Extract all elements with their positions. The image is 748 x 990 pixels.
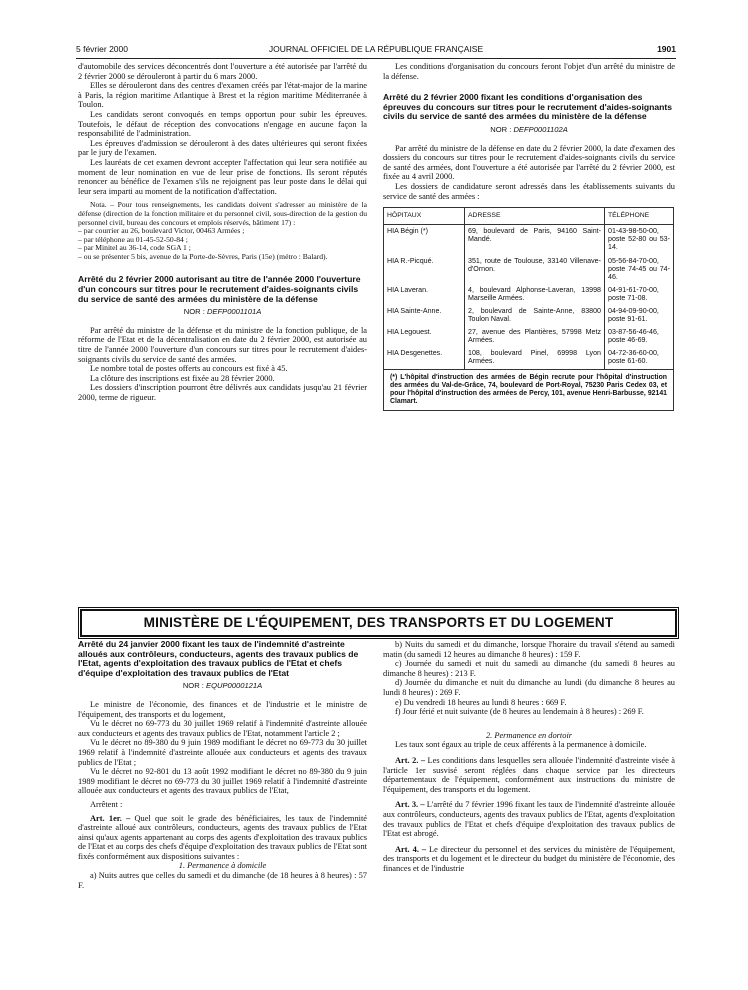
arrete-title: Arrêté du 2 février 2000 autorisant au titre de l'année 2000 l'ouverture d'un concours sur titres pour le recrutement d'aides-soignants civils du service de santé des armées du ministère de la défense [78,274,361,304]
list-item: – par téléphone au 01-45-52-50-84 ; [78,234,188,244]
list-item: – par courrier au 26, boulevard Victor, 00463 Armées ; [78,226,245,236]
arretent-line: Arrêtent : [90,799,123,809]
paragraph: a) Nuits autres que celles du samedi et du dimanche (de 18 heures à 8 heures) : 57 F. [78,871,367,890]
paragraph: Vu le décret no 92-801 du 13 août 1992 modifiant le décret no 89-380 du 9 juin 1989 modifiant le décret no 69-773 du 30 juillet 1969 relatif à l'indemnité d'astreinte allouée aux conducteurs et agents des travaux publics de l'Etat, [78,767,367,796]
article-1: Art. 1er. – Quel que soit le grade des bénéficiaires, les taux de l'indemnité d'astreinte alloué aux contrôleurs, conducteurs, agents des travaux publics de l'Etat ainsi qu'aux agents appartenant au corps des agents d'exploitation des travaux publics de l'Etat et au corps des chefs d'équipe d'exploitation des travaux publics de l'Etat sont fixés conformément aux dispositions suivantes : [78,813,368,861]
hospital-phone: 04-94-09-90-00, poste 91-61. [605,305,674,326]
page-header [76,44,676,58]
paragraph: Les conditions d'organisation du concours feront l'objet d'un arrêté du ministre de la défense. [383,62,675,81]
table-footnote-row [384,369,674,410]
paragraph: Le nombre total de postes offerts au concours est fixé à 45. [90,364,288,374]
paragraph: f) Jour férié et nuit suivante (de 8 heures au lendemain à 8 heures) : 269 F. [395,707,644,717]
hospital-phone: 05-56-84-70-00, poste 74-45 ou 74-46. [605,255,674,284]
hospital-address: 27, avenue des Plantières, 57998 Metz Armées. [465,326,605,347]
column-header: ADRESSE [465,208,605,225]
hospital-address: 351, route de Toulouse, 33140 Villenave-d'Ornon. [465,255,605,284]
hospital-address: 69, boulevard de Paris, 94160 Saint-Mandé. [465,225,605,255]
header-page-number: 1901 [657,44,676,54]
article-2: Art. 2. – Les conditions dans lesquelles sera allouée l'indemnité d'astreinte visée à l'article 1er susvisé seront réglées dans chaque service par les directeurs départementaux de l'équipement, conformément aux instructions du ministre de l'équipement, des transports et du logement. [383,755,675,794]
nor-reference: NOR : DEFP0001101A [183,307,262,317]
hospital-phone: 03-87-56-46-46, poste 46-69. [605,326,674,347]
hospital-name: HIA R.-Picqué. [384,255,465,284]
right-top-column [383,62,675,411]
table-row [384,225,674,255]
paragraph: La clôture des inscriptions est fixée au 28 février 2000. [90,373,275,383]
paragraph: Vu le décret no 69-773 du 30 juillet 1969 relatif à l'indemnité d'astreinte allouée aux conducteurs et agents des travaux publics de l'Etat, notamment l'article 2 ; [78,719,367,738]
paragraph: Elles se dérouleront dans des centres d'examen créés par l'état-major de la marine à Paris, la région maritime Atlantique à Brest et la région maritime Méditerranée à Toulon. [78,81,367,110]
header-rule [76,58,676,59]
paragraph: Par arrêté du ministre de la défense en date du 2 février 2000, la date d'examen des dossiers du concours sur titres pour le recrutement d'aides-soignants civils du service de santé des armées, dont l'ouverture a été autorisée par l'arrêté du 2 février 2000, est fixée au 4 avril 2000. [383,143,675,182]
hospital-name: HIA Bégin (*) [384,225,465,255]
column-header: TÉLÉPHONE [605,208,674,225]
paragraph: Les dossiers d'inscription pourront être délivrés aux candidats jusqu'au 21 février 2000, terme de rigueur. [78,383,367,402]
header-date: 5 février 2000 [76,44,128,54]
paragraph: Par arrêté du ministre de la défense et du ministre de la fonction publique, de la réforme de l'Etat et de la décentralisation en date du 2 février 2000, est autorisée au titre de l'année 2000 l'ouverture d'un concours sur titres pour le recrutement d'aides-soignants civils du service de santé des armées. [78,325,367,364]
hospital-address: 4, boulevard Alphonse-Laveran, 13998 Marseille Armées. [465,284,605,305]
left-bottom-column [78,640,367,890]
list-item: – par Minitel au 36-14, code SGA 1 ; [78,243,191,253]
paragraph: Les candidats seront convoqués en temps opportun pour subir les épreuves. Toutefois, le défaut de réception des convocations n'engage en aucune façon la responsabilité de l'administration. [78,109,367,139]
right-bottom-column [383,640,675,873]
table-footnote: (*) L'hôpital d'instruction des armées de Bégin recrute pour l'hôpital d'instruction des armées du Val-de-Grâce, 74, boulevard de Port-Royal, 75230 Paris Cedex 03, et pour l'hôpital d'instruction des armées de Percy, 101, avenue Henri-Barbusse, 92141 Clamart. [384,369,674,410]
paragraph: Les taux sont égaux au triple de ceux afférents à la permanence à domicile. [395,740,647,750]
paragraph: Vu le décret no 89-380 du 9 juin 1989 modifiant le décret no 69-773 du 30 juillet 1969 relatif à l'indemnité d'astreinte allouée aux conducteurs et agents des travaux publics de l'Etat ; [78,738,367,767]
hospital-phone: 04-91-61-70-00, poste 71-08. [605,284,674,305]
article-3: Art. 3. – L'arrêté du 7 février 1996 fixant les taux de l'indemnité d'astreinte allouée aux contrôleurs, conducteurs, agents des travaux publics de l'Etat, agents d'exploitation des travaux publics de l'Etat et chefs d'équipe d'exploitation des travaux publics de l'Etat est abrogé. [383,800,675,839]
nota-list [78,227,367,261]
hospital-name: HIA Legouest. [384,326,465,347]
hospital-name: HIA Laveran. [384,284,465,305]
paragraph: d'automobile des services déconcentrés dont l'ouverture a été autorisée par l'arrêté du 2 février 2000 se dérouleront à partir du 6 mars 2000. [78,62,367,81]
hospital-name: HIA Desgenettes. [384,347,465,369]
paragraph: e) Du vendredi 18 heures au lundi 8 heures : 669 F. [395,697,567,707]
table-header-row [384,208,674,225]
ministry-banner: MINISTÈRE DE L'ÉQUIPEMENT, DES TRANSPORTS ET DU LOGEMENT [80,609,677,637]
nor-reference: NOR : DEFP0001102A [490,124,568,134]
table-row [384,284,674,305]
hospital-address: 108, boulevard Pinel, 69998 Lyon Armées. [465,347,605,369]
header-journal-title: JOURNAL OFFICIEL DE LA RÉPUBLIQUE FRANÇAISE [268,44,484,54]
nota-paragraph: Nota. – Pour tous renseignements, les candidats doivent s'adresser au ministère de la défense (direction de la fonction militaire et du personnel civil, sous-direction de la gestion du personnel civil, bureau des concours et emplois réservés, bâtiment 17) : [78,200,367,227]
column-header: HÔPITAUX [384,208,465,225]
paragraph: Le ministre de l'économie, des finances et de l'industrie et le ministre de l'équipement, des transports et du logement, [78,699,367,719]
hospital-phone: 04-72-36-60-00, poste 61-60. [605,347,674,369]
paragraph: c) Journée du samedi et nuit du samedi au dimanche (du samedi 8 heures au dimanche 8 heures) : 213 F. [383,659,675,678]
section-heading: 2. Permanence en dortoir [485,730,573,740]
list-item: – ou se présenter 5 bis, avenue de la Porte-de-Sèvres, Paris (15e) (métro : Balard). [78,251,328,261]
arrete-title: Arrêté du 2 février 2000 fixant les conditions d'organisation des épreuves du concours sur titres pour le recrutement d'aides-soignants civils du service de santé des armées du ministère de la défense [383,92,673,122]
paragraph: d) Journée du dimanche et nuit du dimanche au lundi (du dimanche 8 heures au lundi 8 heures) : 269 F. [383,678,675,697]
arrete-title: Arrêté du 24 janvier 2000 fixant les taux de l'indemnité d'astreinte alloués aux contrôleurs, conducteurs, agents des travaux publics de l'Etat, agents d'exploitation des travaux publics de l'Etat et chefs d'équipe d'exploitation des travaux publics de l'Etat [78,639,359,678]
table-row [384,305,674,326]
paragraph: Les épreuves d'admission se dérouleront à des dates ultérieures qui seront fixées par le jury de l'examen. [78,138,367,158]
nor-reference: NOR : EQUP0000121A [182,681,263,691]
table-row [384,347,674,369]
table-row [384,255,674,284]
hospitals-table [383,207,674,410]
hospital-name: HIA Sainte-Anne. [384,305,465,326]
paragraph: b) Nuits du samedi et du dimanche, lorsque l'horaire du travail s'étend au samedi matin (du samedi 12 heures au dimanche 8 heures) : 159 F. [383,640,675,659]
article-4: Art. 4. – Le directeur du personnel et des services du ministère de l'équipement, des transports et du logement et le directeur du budget du ministère de l'économie, des finances et de l'industrie [383,844,675,873]
paragraph: Les dossiers de candidature seront adressés dans les établissements suivants du service de santé des armées : [383,181,675,201]
hospital-phone: 01-43-98-50-00, poste 52-80 ou 53-14. [605,225,674,255]
left-top-column [78,62,367,403]
table-row [384,326,674,347]
hospital-address: 2, boulevard de Sainte-Anne, 83800 Toulon Naval. [465,305,605,326]
paragraph: Les lauréats de cet examen devront accepter l'affectation qui leur sera notifiée au moment de leur nomination en vue de leur prise de fonctions. Ils seront réputés renoncer au bénéfice de l'examen s'ils ne rejoignent pas leur poste dans le délai qui leur sera imparti au moment de la notification d'affectation. [78,157,367,196]
section-heading: 1. Permanence à domicile [178,861,267,871]
